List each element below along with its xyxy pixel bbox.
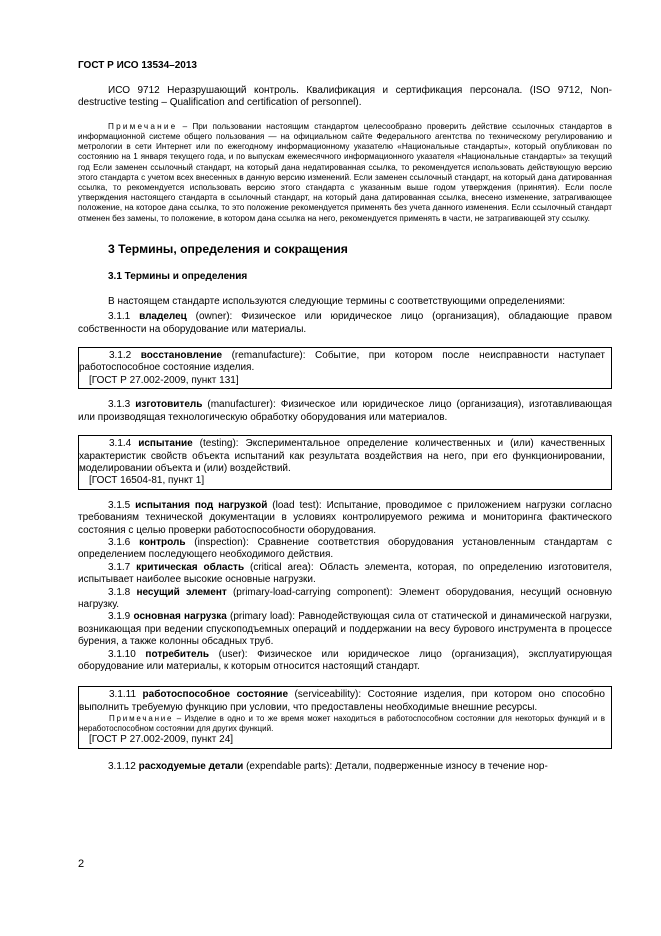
term-load-test: 3.1.5 испытания под нагрузкой (load test): Испытание, проводимое с приложением нагрузки согласно требованиям технической документации в условиях контролируемого режима и мониторинга фактического состояния с целью проверки работоспособности оборудования. <box>78 499 612 536</box>
term-name: расходуемые детали <box>138 760 244 772</box>
note-label: Примечание <box>108 121 178 131</box>
term-testing: 3.1.4 испытание (testing): Экспериментальное определение количественных и (или) качественных характеристик свойств объекта испытаний как результата воздействия на него, при его функционировании, моделировании объекта и (или) воздействий. <box>79 438 605 474</box>
reference-note <box>78 122 612 224</box>
term-manufacturer: 3.1.3 изготовитель (manufacturer): Физическое или юридическое лицо (организация), изготавливающая или производящая технологическую обработку оборудования или материалов. <box>78 399 612 423</box>
term-note: Примечание – Изделие в одно и то же время может находиться в работоспособном состоянии для некоторых функций и в неработоспособном состоянии для других функций. <box>79 714 605 734</box>
page-number: 2 <box>78 858 85 870</box>
term-critical-area: 3.1.7 критическая область (critical area): Область элемента, которая, по определению изготовителя, испытывает наиболее высокие основные нагрузки. <box>78 561 612 586</box>
term-box-testing <box>78 435 612 490</box>
term-source-ref: [ГОСТ Р 27.002-2009, пункт 131] <box>89 374 239 386</box>
term-serviceability: 3.1.11 работоспособное состояние (serviceability): Состояние изделия, при котором оно способно выполнить требуемую функцию при условии, что предоставлены необходимые внешние ресурсы. <box>79 689 605 713</box>
term-name: восстановление <box>140 350 223 362</box>
term-name: испытание <box>138 438 193 450</box>
term-primary-load: 3.1.9 основная нагрузка (primary load): Равнодействующая сила от статической и динамической нагрузки, возникающая при ведении спускоподъемных операций и поддержании на весу бурового инструмента в процессе бурения, а также колонны обсадных труб. <box>78 611 612 648</box>
term-source-ref: [ГОСТ 16504-81, пункт 1] <box>89 475 205 487</box>
term-name: испытания под нагрузкой <box>135 499 268 511</box>
terms-intro: В настоящем стандарте используются следующие термины с соответствующими определениями: <box>108 295 566 307</box>
term-box-serviceability <box>78 686 612 748</box>
section-title: 3 Термины, определения и сокращения <box>108 241 348 256</box>
term-name: изготовитель <box>135 399 203 411</box>
term-name: контроль <box>139 536 186 548</box>
term-name: потребитель <box>145 648 210 660</box>
term-name: несущий элемент <box>136 586 227 598</box>
term-owner: 3.1.1 владелец (owner): Физическое или юридическое лицо (организация), обладающие правом собственности на оборудование или материалы. <box>78 311 612 335</box>
note-text: – При пользовании настоящим стандартом целесообразно проверить действие ссылочных стандартов в информационной системе общего пользования — на официальном сайте Федерального агентства по техническому регулированию и метрологии в сети Интернет или по ежегодному информационному указателю «Национальные стандарты», который опубликован по состоянию на 1 января текущего года, и по выпускам ежемесячного информационного указателя «Национальные стандарты» за текущий год Если заменен ссылочный стандарт, на который дана недатированная ссылка, то рекомендуется использовать действующую версию этого стандарта с учетом всех внесенных в данную версию изменений. Если заменен ссылочный стандарт, на который дана датированная ссылка, то рекомендуется использовать версию этого стандарта с указанным выше годом утверждения (принятия). Если после утверждения настоящего стандарта в ссылочный стандарт, на который дана датированная ссылка, внесено изменение, затрагивающее положение, на которое дана ссылка, то это положение рекомендуется применять без учета данного изменения. Если ссылочный стандарт отменен без замены, то положение, в котором дана ссылка на него, рекомендуется применять в части, не затрагивающей эту ссылку. <box>78 121 612 223</box>
term-user: 3.1.10 потребитель (user): Физическое или юридическое лицо (организация), эксплуатирующая оборудование или материалы, к которым относится настоящий стандарт. <box>78 648 612 672</box>
term-expendable-parts: 3.1.12 расходуемые детали (expendable parts): Детали, подверженные износу в течение нор- <box>108 760 548 772</box>
subsection-title: 3.1 Термины и определения <box>108 270 248 282</box>
term-name: владелец <box>139 311 187 323</box>
note-label: Примечание <box>109 714 174 724</box>
term-box-remanufacture <box>78 347 612 389</box>
term-inspection: 3.1.6 контроль (inspection): Сравнение соответствия оборудования установленным стандартам с определением последующего необходимого действия. <box>78 536 612 561</box>
term-name: основная нагрузка <box>133 611 227 623</box>
term-name: критическая область <box>136 561 245 573</box>
term-remanufacture: 3.1.2 восстановление (remanufacture): Событие, при котором после неисправности наступает работоспособное состояние изделия. <box>79 350 605 374</box>
term-primary-load-carrying-component: 3.1.8 несущий элемент (primary-load-carrying component): Элемент оборудования, несущий основную нагрузку. <box>78 586 612 610</box>
reference-iso-9712: ИСО 9712 Неразрушающий контроль. Квалификация и сертификация персонала. (ISO 9712, Non-destructive testing – Qualification and certification of personnel). <box>78 85 612 109</box>
term-source-ref: [ГОСТ Р 27.002-2009, пункт 24] <box>89 734 234 746</box>
term-name: работоспособное состояние <box>142 689 289 701</box>
document-code-header: ГОСТ Р ИСО 13534–2013 <box>78 60 197 71</box>
page-content <box>78 85 612 773</box>
